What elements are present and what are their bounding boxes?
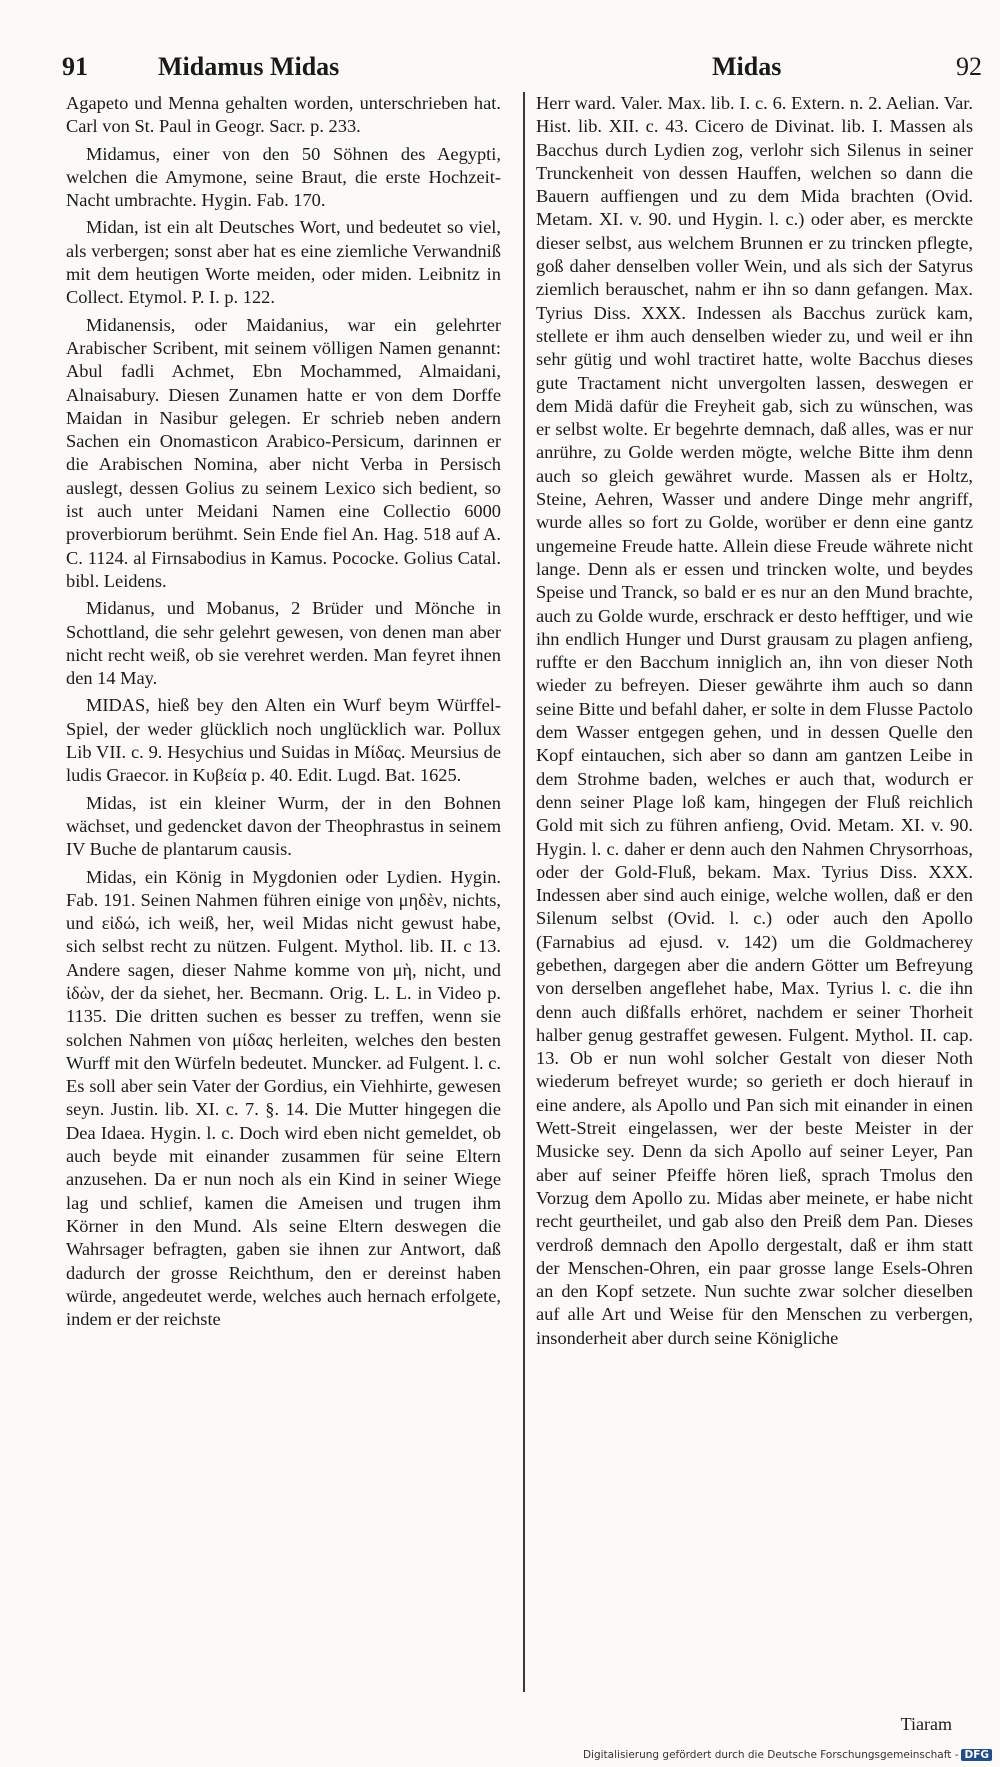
- header-title-right: Midas: [712, 52, 782, 81]
- paragraph: Midas, ein König in Mygdonien oder Lydien. Hygin. Fab. 191. Seinen Nahmen führen einige von μηδὲν, nichts, und εἰδώ, ich weiß, her, weil Midas nicht gewust habe, sich selbst recht zu nützen. Fulgent. Mythol. lib. II. c 13. Andere sagen, dieser Nahme komme von μὴ, nicht, und ἰδὼν, der da siehet, her. Becmann. Orig. L. L. in Video p. 1135. Die dritten suchen es besser zu treffen, wenn sie solchen Nahmen von μίδας herleiten, welches den besten Wurff mit den Würfeln bedeutet. Muncker. ad Fulgent. l. c. Es soll aber sein Vater der Gordius, ein Viehhirte, gewesen seyn. Justin. lib. XI. c. 7. §. 14. Die Mutter hingegen die Dea Idaea. Hygin. l. c. Doch wird eben nicht gemeldet, ob auch beyde mit einander zusammen für seine Eltern anzusehen. Da er nun noch als ein Kind in seiner Wiege lag und schlief, kamen die Ameisen und trugen ihm Körner in den Mund. Als seine Eltern deswegen die Wahrsager befragten, gaben sie ihnen zur Antwort, daß dadurch der grosse Reichthum, den er dereinst haben würde, angedeutet werde, welches auch hernach erfolgete, indem er der reichste: [66, 866, 501, 1330]
- paragraph: Midan, ist ein alt Deutsches Wort, und bedeutet so viel, als verbergen; sonst aber hat es eine ziemliche Verwandniß mit dem heutigen Worte meiden, oder miden. Leibnitz in Collect. Etymol. P. I. p. 122.: [66, 217, 501, 308]
- left-column: [66, 92, 501, 1335]
- paragraph: Agapeto und Menna gehalten worden, unterschrieben hat. Carl von St. Paul in Geogr. Sacr. p. 233.: [66, 93, 501, 137]
- running-header: [62, 52, 982, 86]
- paragraph: MIDAS, hieß bey den Alten ein Wurf beym Würffel-Spiel, der weder glücklich noch unglücklich war. Pollux Lib VII. c. 9. Hesychius und Suidas in Μίδας. Meursius de ludis Graecor. in Κυβεία p. 40. Edit. Lugd. Bat. 1625.: [66, 695, 501, 786]
- paragraph: Midamus, einer von den 50 Söhnen des Aegypti, welchen die Amymone, seine Braut, die erste Hochzeit-Nacht umbrachte. Hygin. Fab. 170.: [66, 143, 501, 211]
- header-title-left: Midamus Midas: [158, 52, 340, 81]
- paragraph: Midas, ist ein kleiner Wurm, der in den Bohnen wächset, und gedencket davon der Theophrastus in seinem IV Buche de plantarum causis.: [66, 792, 501, 860]
- paragraph: Midanensis, oder Maidanius, war ein gelehrter Arabischer Scribent, mit seinem völligen Namen genannt: Abul fadli Achmet, Ebn Mochammed, Almaidani, Alnaisabury. Diesen Zunamen hatte er von dem Dorffe Maidan in Nasibur gelegen. Er schrieb neben andern Sachen ein Onomasticon Arabico-Persicum, darinnen er die Arabischen Nomina, aber nicht Verba in Persisch auslegt, dessen Golius zu seinem Lexico sich bedient, so ist auch unter Meidani Namen eine Collectio 6000 proverbiorum berühmt. Sein Ende fiel An. Hag. 518 auf A. C. 1124. al Firnsabodius in Kamus. Pococke. Golius Catal. bibl. Leidens.: [66, 314, 501, 591]
- dfg-logo: DFG: [961, 1749, 992, 1761]
- paragraph: Herr ward. Valer. Max. lib. I. c. 6. Extern. n. 2. Aelian. Var. Hist. lib. XII. c. 43. Cicero de Divinat. lib. I. Massen als Bacchus durch Lydien zog, verlohr sich Silenus in seiner Trunckenheit von dessen Hauffen, welchen so dann die Bauern auffiengen und zu dem Mida brachten (Ovid. Metam. XI. v. 90. und Hygin. l. c.) oder aber, es merckte dieser selbst, aus welchem Brunnen er zu trincken pflegte, goß daher denselben voller Wein, und als sich der Satyrus ziemlich berauschet, nahm er ihn so dann gefangen. Max. Tyrius Diss. XXX. Indessen als Bacchus zurück kam, stellete er ihm auch denselben wieder zu, und weil er ihn sehr gütig und wohl tractiret hatte, wolte Bacchus dieses gute Tractament nicht unvergolten lassen, deswegen er dem Midä dafür die Freyheit gab, sich zu wünschen, was er selbst wolte. Er begehrte demnach, daß alles, was er nur anrühre, zu Golde werden mögte, welche Bitte ihm denn auch so gleich gewähret wurde. Massen als er Holtz, Steine, Aehren, Wasser und andere Dinge mehr angriff, wurde alles so fort zu Golde, worüber er denn eine gantz ungemeine Freude hatte. Allein diese Freude währete nicht lange. Denn als er essen und trincken wolte, und beydes Speise und Tranck, so bald er es nur an den Mund brachte, auch zu Golde wurde, erschrack er desto hefftiger, und wie ihn endlich Hunger und Durst grausam zu plagen anfieng, ruffte er den Bacchum inniglich an, ihn von dieser Noth wieder zu befreyen. Dieser gewährte ihm auch so dann seine Bitte und befahl daher, er solte in dem Flusse Pactolo dem Wasser entgegen gehen, und in dessen Quelle den Kopf eintauchen, sich aber so dann am gantzen Leibe in dem Strohme baden, welches er auch that, wodurch er denn seiner Plage loß kam, hingegen der Fluß reichlich Gold mit sich zu führen anfieng, Ovid. Metam. XI. v. 90. Hygin. l. c. daher er denn auch den Nahmen Chrysorrhoas, oder der Gold-Fluß, bekam. Max. Tyrius Diss. XXX. Indessen aber sind auch einige, welche wollen, daß er den Silenum selbst (Ovid. l. c.) oder auch den Apollo (Farnabius ad ejusd. v. 142) um die Goldmacherey gebethen, dargegen aber die andern Götter um Befreyung von derselben angeflehet habe, Max. Tyrius l. c. die ihn denn auch dißfalls erhöret, nachdem er seiner Thorheit halber genug gestraffet gewesen. Fulgent. Mythol. II. cap. 13. Ob er nun wohl solcher Gestalt von dieser Noth wiederum befreyet wurde; so gerieth er doch hierauf in eine andere, als Apollo und Pan sich mit einander in einen Wett-Streit eingelassen, wer der beste Meister in der Musicke sey. Denn da sich Apollo auf seiner Leyer, Pan aber auf seiner Pfeiffe hören ließ, sprach Tmolus den Vorzug dem Apollo zu. Midas aber meinete, er habe nicht recht geurtheilet, und gab also den Preiß dem Pan. Dieses verdroß demnach den Apollo dergestalt, daß er ihm statt der Menschen-Ohren, ein paar grosse lange Esels-Ohren an den Kopf setzete. Nun suchte zwar solcher dieselben auf alle Art und Weise für den Menschen zu verbergen, insonderheit aber durch seine Königliche: [536, 93, 973, 1348]
- paragraph: Midanus, und Mobanus, 2 Brüder und Mönche in Schottland, die sehr gelehrt gewesen, von denen man aber nicht recht weiß, ob sie verehret werden. Man feyret ihnen den 14 May.: [66, 598, 501, 689]
- right-column: [536, 92, 973, 1354]
- page-number-left: 91: [62, 52, 88, 81]
- page-number-right: 92: [956, 52, 982, 81]
- column-divider: [523, 92, 525, 1692]
- catchword: Tiaram: [900, 1714, 952, 1734]
- digitization-footer: [583, 1749, 992, 1761]
- footer-text: Digitalisierung gefördert durch die Deutsche Forschungsgemeinschaft -: [582, 1749, 959, 1761]
